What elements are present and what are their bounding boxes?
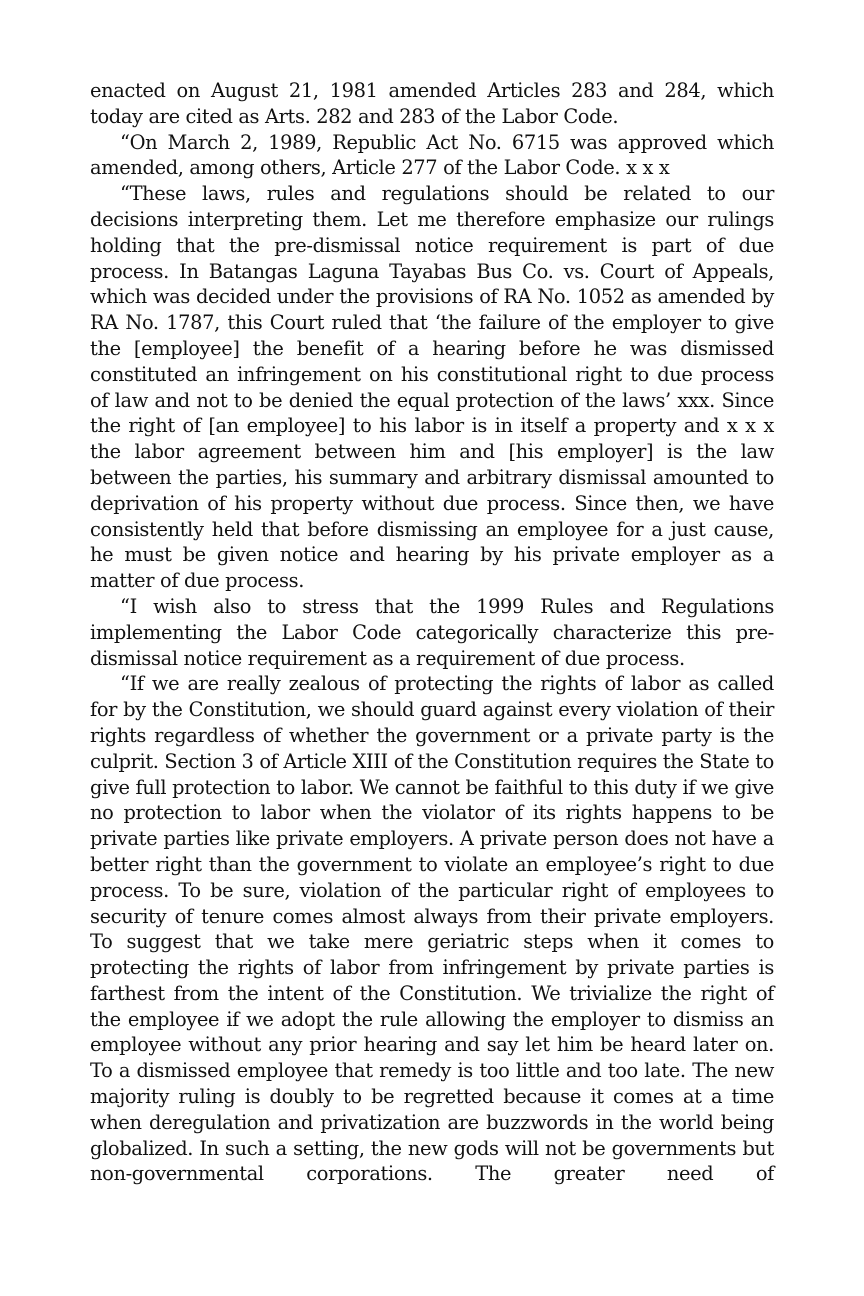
paragraph-due-process-rulings: “These laws, rules and regulations should be related to our decisions interpreting them. Let me therefore emphasize our rulings holding that the pre-dismissal notice requirement is part of due process. In Batangas Laguna Tayabas Bus Co. vs. Court of Appeals, which was decided under the provisions of RA No. 1052 as amended by RA No. 1787, this Court ruled that ‘the failure of the employer to give the [employee] the benefit of a hearing before he was dismissed constituted an infringement on his constitutional right to due process of law and not to be denied the equal protection of the laws’ xxx. Since the right of [an employee] to his labor is in itself a property and x x x the labor agreement between him and [his employer] is the law between the parties, his summary and arbitrary dismissal amounted to deprivation of his property without due process. Since then, we have consistently held that before dismissing an employee for a just cause, he must be given notice and hearing by his private employer as a matter of due process. [90,182,774,593]
paragraph-1999-rules: “I wish also to stress that the 1999 Rules and Regulations implementing the Labor Code categorically characterize this pre-dismissal notice requirement as a requirement of due process. [90,594,774,670]
document-page [90,78,774,1187]
paragraph-continuation: enacted on August 21, 1981 amended Articles 283 and 284, which today are cited as Arts. 282 and 283 of the Labor Code. [90,79,774,128]
paragraph-protecting-labor: “If we are really zealous of protecting the rights of labor as called for by the Constitution, we should guard against every violation of their rights regardless of whether the government or a private party is the culprit. Section 3 of Article XIII of the Constitution requires the State to give full protection to labor. We cannot be faithful to this duty if we give no protection to labor when the violator of its rights happens to be private parties like private employers. A private person does not have a better right than the government to violate an employee’s right to due process. To be sure, violation of the particular right of employees to security of tenure comes almost always from their private employers. To suggest that we take mere geriatric steps when it comes to protecting the rights of labor from infringement by private parties is farthest from the intent of the Constitution. We trivialize the right of the employee if we adopt the rule allowing the employer to dismiss an employee without any prior hearing and say let him be heard later on. To a dismissed employee that remedy is too little and too late. The new majority ruling is doubly to be regretted because it comes at a time when deregulation and privatization are buzzwords in the world being globalized. In such a setting, the new gods will not be governments but non-governmental corporations. The greater need of [90,672,774,1186]
paragraph-ra-6715: “On March 2, 1989, Republic Act No. 6715 was approved which amended, among others, Article 277 of the Labor Code. x x x [90,130,774,180]
